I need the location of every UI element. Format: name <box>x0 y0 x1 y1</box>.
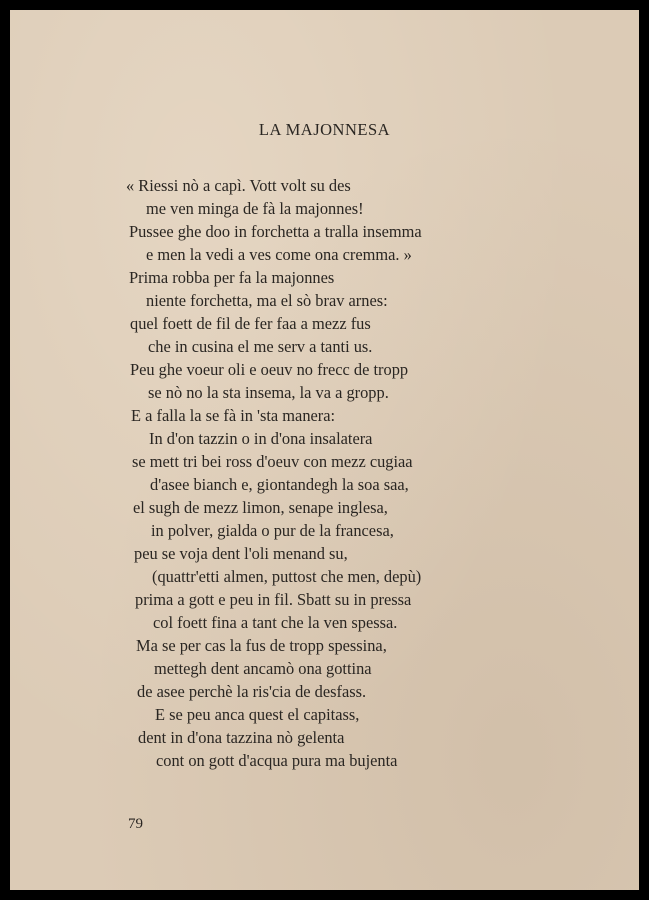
poem-line-15: el sugh de mezz limon, senape inglesa, <box>133 498 388 517</box>
poem-line-13: se mett tri bei ross d'oeuv con mezz cugiaa <box>132 452 413 471</box>
page-number: 79 <box>128 816 143 832</box>
poem-line-26: cont on gott d'acqua pura ma bujenta <box>156 751 398 770</box>
poem-line-3: Pussee ghe doo in forchetta a tralla insemma <box>129 222 422 241</box>
poem-line-20: col foett fina a tant che la ven spessa. <box>153 613 398 632</box>
poem-line-18: (quattr'etti almen, puttost che men, depù) <box>152 567 422 586</box>
poem-line-12: In d'on tazzin o in d'ona insalatera <box>149 429 373 448</box>
poem-line-19: prima a gott e peu in fil. Sbatt su in pressa <box>135 590 412 609</box>
poem-line-14: d'asee bianch e, giontandegh la soa saa, <box>150 475 409 494</box>
poem-line-22: mettegh dent ancamò ona gottina <box>154 659 372 678</box>
poem-line-10: se nò no la sta insema, la va a gropp. <box>148 383 389 402</box>
poem-line-24: E se peu anca quest el capitass, <box>155 705 360 724</box>
poem-line-8: che in cusina el me serv a tanti us. <box>148 337 373 356</box>
poem-line-16: in polver, gialda o pur de la francesa, <box>151 521 394 540</box>
poem-line-6: niente forchetta, ma el sò brav arnes: <box>146 291 388 310</box>
book-page <box>10 10 639 890</box>
poem-line-1: « Riessi nò a capì. Vott volt su des <box>126 176 351 195</box>
poem-line-2: me ven minga de fà la majonnes! <box>146 199 364 218</box>
poem-line-25: dent in d'ona tazzina nò gelenta <box>138 728 345 747</box>
poem-line-21: Ma se per cas la fus de tropp spessina, <box>136 636 387 655</box>
poem-line-4: e men la vedi a ves come ona cremma. » <box>146 245 412 264</box>
poem-line-11: E a falla la se fà in 'sta manera: <box>131 406 336 425</box>
poem-line-5: Prima robba per fa la majonnes <box>129 268 335 287</box>
poem-line-9: Peu ghe voeur oli e oeuv no frecc de tropp <box>130 360 409 379</box>
poem-line-23: de asee perchè la ris'cia de desfass. <box>137 682 367 701</box>
poem-line-7: quel foett de fil de fer faa a mezz fus <box>130 314 371 333</box>
poem-title: LA MAJONNESA <box>258 120 391 139</box>
poem-line-17: peu se voja dent l'oli menand su, <box>134 544 348 563</box>
